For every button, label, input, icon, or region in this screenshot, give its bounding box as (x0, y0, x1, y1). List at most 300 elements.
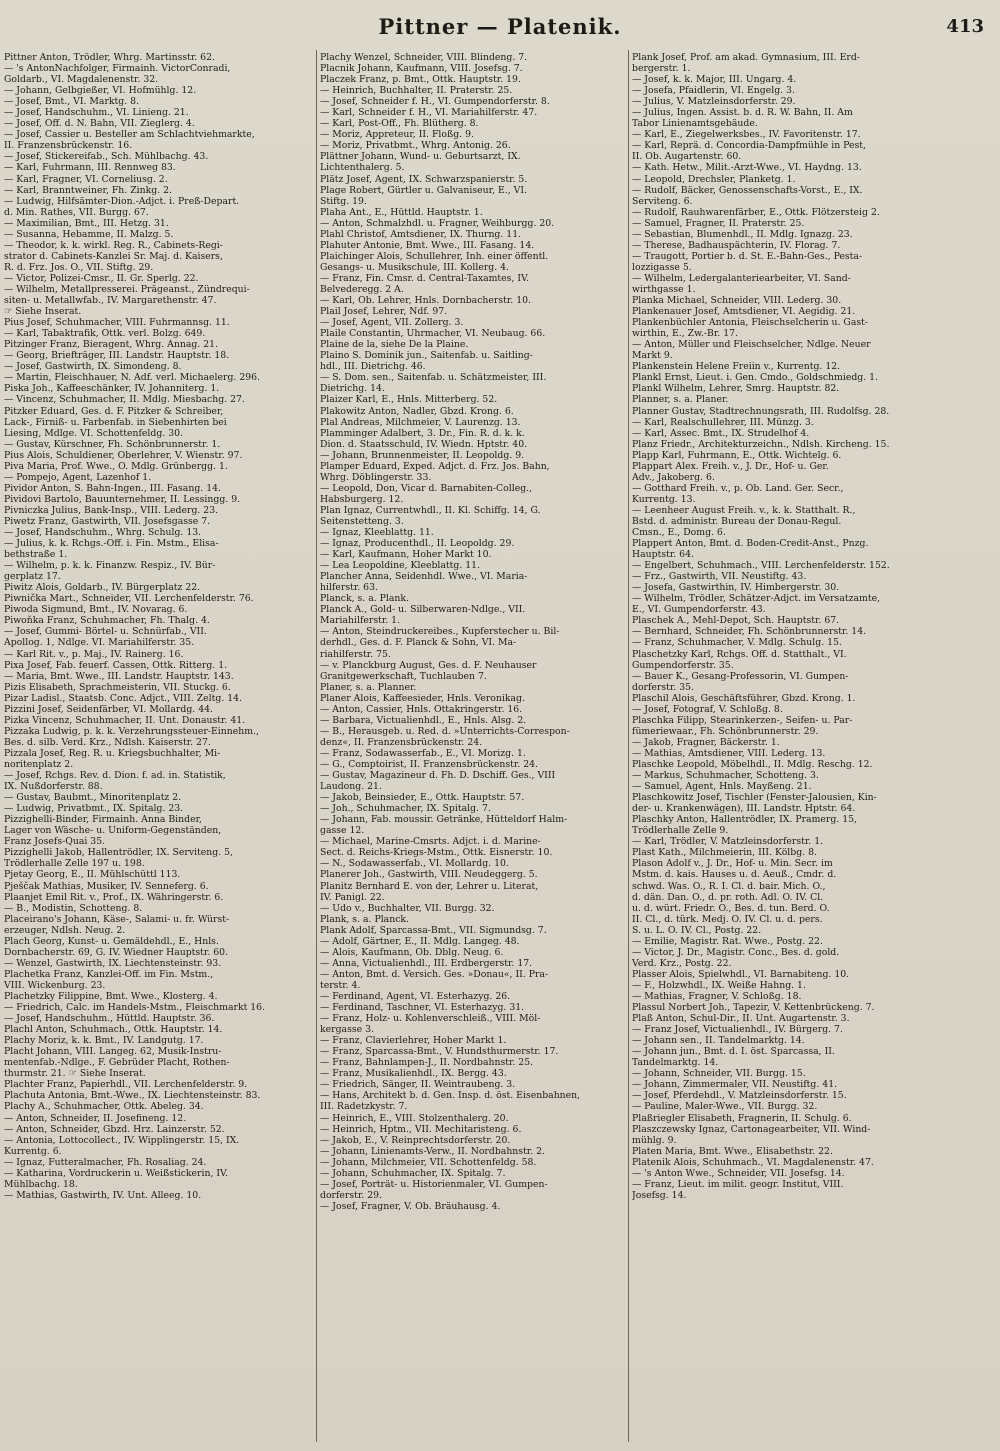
entry-line: Planck, s. a. Plank. (320, 593, 409, 605)
entry-line: Pitzker Eduard, Ges. d. F. Pitzker & Schreiber, (4, 405, 224, 417)
entry-line: Mühlbachg. 18. (4, 1178, 78, 1190)
entry-line: derhdl., Ges. d. F. Planck & Sohn, VI. Ma- (320, 637, 517, 649)
entry-line: Plancher Anna, Seidenhdl. Wwe., VI. Maria- (320, 571, 528, 583)
entry-line: S. u. L. O. IV. Cl., Postg. 22. (632, 924, 762, 936)
entry-line: — Josef, Handschuhm., Whrg. Schulg. 13. (4, 527, 202, 539)
entry-line: — Johann, Linienamts-Verw., II. Nordbahnstr. 2. (320, 1145, 546, 1157)
entry-line: Pizzighelli-Binder, Firmainh. Anna Binder, (4, 814, 202, 826)
entry-line: — Karl, Post-Off., Fh. Blütherg. 8. (320, 118, 479, 130)
entry-line: Pividor Anton, S. Bahn-Ingen., III. Fasang. 14. (4, 482, 221, 494)
entry-line: Mstm. d. kais. Hauses u. d. Aeuß., Cmdr. d. (632, 869, 837, 881)
entry-line: — 's AntonNachfolger, Firmainh. VictorConradi, (4, 63, 231, 75)
entry-line: Plank, s. a. Planck. (320, 913, 409, 925)
entry-line: — 's Anton Wwe., Schneider, VII. Josefsg. 14. (632, 1167, 845, 1179)
entry-line: Plahuter Antonie, Bmt. Wwe., III. Fasang. 14. (320, 239, 535, 251)
entry-line: — Julius, Ingen. Assist. b. d. R. W. Bahn, II. Am (632, 107, 853, 119)
entry-line: Franz Josefs-Quai 35. (4, 836, 106, 848)
entry-line: — F., Holzwhdl., IX. Weiße Hahng. 1. (632, 979, 806, 991)
entry-line: — Heinrich, Hptm., VII. Mechitaristeng. 6. (320, 1123, 522, 1135)
entry-line: Plason Adolf v., J. Dr., Hof- u. Min. Secr. im (632, 858, 833, 870)
entry-line: Pjetay Georg, E., II. Mühlschüttl 113. (4, 869, 181, 881)
entry-line: — Josef, Gummi- Börtel- u. Schnürfab., VII. (4, 626, 207, 638)
entry-line: Dion. d. Staatsschuld, IV. Wiedn. Hptstr. 40. (320, 438, 528, 450)
entry-line: — Anton, Steindruckereibes., Kupferstecher u. Bil- (320, 626, 560, 638)
entry-line: — Julius, V. Matzleinsdorferstr. 29. (632, 96, 796, 108)
entry-line: — Martin, Fleischhauer, N. Adf. verl. Michaelerg. 296. (4, 372, 261, 384)
entry-line: — Georg, Briefträger, III. Landstr. Hauptstr. 18. (4, 350, 230, 362)
entry-line: Pizar Ladisl., Staatsb. Conc. Adjct., VIII. Zeltg. 14. (4, 692, 243, 704)
entry-line: noritenplatz 2. (4, 759, 74, 770)
entry-line: Plaile Constantin, Uhrmacher, VI. Neubaug. 66. (320, 328, 546, 340)
entry-line: — Josefa, Pfaidlerin, VI. Engelg. 3. (632, 85, 795, 97)
entry-line: — Vincenz, Schuhmacher, II. Mdlg. Miesbachg. 27. (4, 394, 245, 406)
entry-line: — Julius, k. k. Rchgs.-Off. i. Fin. Mstm., Elisa- (4, 538, 219, 550)
entry-line: — Gustav, Baubmt., Minoritenplatz 2. (4, 792, 182, 804)
entry-line: — Franz, Schuhmacher, V. Mdlg. Schulg. 15. (632, 637, 842, 649)
entry-line: — Josef, Schneider f. H., VI. Gumpendorferstr. 8. (320, 96, 550, 108)
entry-line: — Sebastian, Blumenhdl., II. Mdlg. Ignazg. 23. (632, 228, 853, 240)
entry-line: — Franz, Sparcassa-Bmt., V. Hundsthurmerstr. 17. (320, 1046, 559, 1058)
page-title: Pittner — Platenik. (378, 14, 622, 39)
entry-line: — Johann, Milchmeier, VII. Schottenfeldg. 58. (320, 1156, 537, 1168)
page-number: 413 (946, 16, 984, 37)
entry-line: Plaschetzky Karl, Rchgs. Off. d. Statthalt., VI. (632, 648, 847, 660)
entry-line: Plätz Josef, Agent, IX. Schwarzspanierstr. 5. (320, 173, 528, 185)
entry-line: Plachetzky Filippine, Bmt. Wwe., Klosterg. 4. (4, 990, 218, 1002)
entry-line: — Friedrich, Sänger, II. Weintraubeng. 3. (320, 1079, 516, 1091)
entry-line: Plamper Eduard, Exped. Adjct. d. Frz. Jos. Bahn, (320, 460, 550, 472)
entry-line: Plaino S. Dominik jun., Saitenfab. u. Saitling- (320, 350, 533, 362)
entry-line: erzeuger, Ndlsh. Neug. 2. (4, 924, 126, 936)
entry-line: Plach Georg, Kunst- u. Gemäldehdl., E., Hnls. (4, 935, 219, 947)
entry-line: Plank Adolf, Sparcassa-Bmt., VII. Sigmundsg. 7. (320, 924, 547, 936)
entry-line: Pješčak Mathias, Musiker, IV. Senneferg. 6. (4, 880, 209, 892)
entry-line: — Franz, Holz- u. Kohlenverschleiß., VIII. Möl- (320, 1013, 541, 1025)
entry-line: Josefsg. 14. (632, 1189, 687, 1201)
entry-line: — Karl, Fuhrmann, III. Rennweg 83. (4, 162, 176, 174)
entry-line: Placnik Johann, Kaufmann, VIII. Josefsg. 7. (320, 63, 523, 75)
entry-line: — Katharina, Vordruckerin u. Weißstickerin, IV. (4, 1167, 229, 1179)
entry-line: III. Radetzkystr. 7. (320, 1101, 408, 1113)
entry-line: — Samuel, Fragner, II. Praterstr. 25. (632, 217, 805, 229)
entry-line: — Victor, J. Dr., Magistr. Conc., Bes. d. gold. (632, 946, 840, 958)
entry-line: — Franz, Clavierlehrer, Hoher Markt 1. (320, 1035, 507, 1047)
entry-line: Plan Ignaz, Currentwhdl., II. Kl. Schiffg. 14, G. (320, 504, 541, 516)
entry-line: — v. Planckburg August, Ges. d. F. Neuhauser (320, 659, 537, 671)
entry-line: — Anton, Schneider, Gbzd. Hrz. Lainzerstr. 52. (4, 1123, 225, 1135)
entry-line: Plachuta Antonia, Bmt.-Wwe., IX. Liechtensteinstr. 83. (4, 1090, 261, 1102)
entry-line: Planerer Joh., Gastwirth, VIII. Neudeggerg. 5. (320, 869, 538, 881)
entry-line: — S. Dom. sen., Saitenfab. u. Schätzmeister, III. (320, 372, 547, 384)
entry-line: Pivniczka Julius, Bank-Insp., VIII. Lederg. 23. (4, 504, 219, 516)
entry-line: — Rudolf, Rauhwarenfärber, E., Ottk. Flötzersteig 2. (632, 206, 880, 218)
entry-line: Whrg. Döblingerstr. 33. (320, 471, 432, 483)
entry-line: — Theodor, k. k. wirkl. Reg. R., Cabinets-Regi- (4, 239, 223, 251)
entry-line: Placeirano's Johann, Käse-, Salami- u. fr. Würst- (4, 913, 230, 925)
entry-line: — Pauline, Maler-Wwe., VII. Burgg. 32. (632, 1101, 818, 1113)
entry-line: — Karl, E., Ziegelwerksbes., IV. Favoritenstr. 17. (632, 129, 861, 141)
entry-line: Pixa Josef, Fab. feuerf. Cassen, Ottk. Ritterg. 1. (4, 659, 228, 671)
entry-line: R. d. Frz. Jos. O., VII. Stiftg. 29. (4, 261, 154, 273)
entry-line: Plachter Franz, Papierhdl., VII. Lerchenfelderstr. 9. (4, 1079, 248, 1091)
entry-line: — Ignaz, Kleeblattg. 11. (320, 527, 434, 539)
entry-line: Dietrichg. 14. (320, 383, 385, 395)
entry-line: Plachy Wenzel, Schneider, VIII. Blindeng. 7. (320, 52, 528, 63)
entry-line: — Johann, Brunnenmeister, II. Leopoldg. 9. (320, 449, 525, 461)
entry-line: Placht Johann, VIII. Langeg. 62, Musik-Instru- (4, 1046, 222, 1058)
entry-line: Pius Alois, Schuldiener, Oberlehrer, V. Wienstr. 97. (4, 449, 243, 461)
column-divider (316, 50, 317, 1442)
entry-line: gasse 12. (320, 825, 365, 837)
entry-line: Plaanjet Emil Rit. v., Prof., IX. Währingerstr. 6. (4, 891, 224, 903)
entry-line: Lichtenthalerg. 5. (320, 162, 405, 174)
entry-line: — Ignaz, Futteralmacher, Fh. Rosaliag. 24. (4, 1156, 207, 1168)
entry-line: — Johann sen., II. Tandelmarktg. 14. (632, 1035, 805, 1047)
entry-line: — Ferdinand, Agent, VI. Esterhazyg. 26. (320, 990, 511, 1002)
entry-line: — Josef, Stickereifab., Sch. Mühlbachg. 43. (4, 151, 209, 163)
entry-line: — Ignaz, Producenthdl., II. Leopoldg. 29. (320, 538, 515, 550)
entry-line: Plamminger Adalbert, 3. Dr., Fin. R. d. k. k. (320, 427, 525, 439)
entry-line: — Ferdinand, Taschner, VI. Esterhazyg. 31. (320, 1002, 525, 1014)
entry-line: Mariahilferstr. 1. (320, 615, 401, 627)
entry-line: Plaschkowitz Josef, Tischler (Fenster-Jalousien, Kin- (632, 792, 877, 804)
entry-line: — Karl Rit. v., p. Maj., IV. Rainerg. 16. (4, 648, 184, 660)
entry-line: Plaschky Anton, Hallentrödler, IX. Pramerg. 15, (632, 814, 857, 826)
entry-line: — Bernhard, Schneider, Fh. Schönbrunnerstr. 14. (632, 626, 867, 638)
entry-line: Hauptstr. 64. (632, 549, 694, 561)
entry-line: Trödlerhalle Zelle 9. (632, 825, 729, 837)
entry-line: — Johann, Zimmermaler, VII. Neustiftg. 41. (632, 1079, 838, 1091)
entry-line: Plaschka Filipp, Stearinkerzen-, Seifen- u. Par- (632, 714, 853, 726)
entry-line: — Mathias, Amtsdiener, VIII. Lederg. 13. (632, 747, 826, 759)
entry-line: — Karl, Tabaktrafik, Ottk. verl. Bolzg. 649. (4, 328, 206, 340)
column-divider (628, 50, 629, 1442)
entry-line: — Moriz, Privatbmt., Whrg. Antonig. 26. (320, 140, 511, 152)
entry-line: Serviteng. 6. (632, 195, 693, 207)
entry-line: Tabor Linienamtsgebäude. (632, 118, 758, 130)
entry-line: IV. Panigl. 22. (320, 891, 385, 903)
entry-line: Plappart Alex. Freih. v., J. Dr., Hof- u. Ger. (632, 460, 829, 472)
entry-line: — Susanna, Hebamme, II. Malzg. 5. (4, 228, 174, 240)
entry-line: Planitz Bernhard E. von der, Lehrer u. Literat, (320, 880, 539, 892)
entry-line: wirthgasse 1. (632, 283, 696, 295)
entry-line: — Frz., Gastwirth, VII. Neustiftg. 43. (632, 571, 807, 583)
entry-line: wirthin, E., Zw.-Br. 17. (632, 328, 738, 340)
entry-line: Plal Andreas, Milchmeier, V. Laurenzg. 13. (320, 416, 521, 428)
entry-line: Plankl Wilhelm, Lehrer, Smrg. Hauptstr. 82. (632, 383, 840, 395)
entry-line: — Wilhelm, p. k. k. Finanzw. Respiz., IV. Bür- (4, 560, 216, 572)
entry-line: — Franz, Fin. Cmsr. d. Central-Taxamtes, IV. (320, 272, 530, 284)
entry-line: Plaichinger Alois, Schullehrer, Inh. einer öffentl. (320, 250, 549, 262)
entry-line: — Heinrich, E., VIII. Stolzenthalerg. 20. (320, 1112, 509, 1124)
entry-line: — Rudolf, Bäcker, Genossenschafts-Vorst., E., IX. (632, 184, 863, 196)
entry-line: Plage Robert, Gürtler u. Galvaniseur, E., VI. (320, 184, 527, 196)
entry-line: — Leenheer August Freih. v., k. k. Statthalt. R., (632, 504, 856, 516)
entry-line: — Franz, Bahnlampen-J., II. Nordbahnstr. 25. (320, 1057, 534, 1069)
entry-line: Planck A., Gold- u. Silberwaren-Ndlge., VII. (320, 604, 526, 616)
entry-line: Plaschke Leopold, Möbelhdl., II. Mdlg. Reschg. 12. (632, 759, 873, 770)
entry-line: IX. Nußdorferstr. 88. (4, 781, 103, 793)
entry-line: Piwoda Sigmund, Bmt., IV. Novarag. 6. (4, 604, 188, 616)
entry-line: Lager von Wäsche- u. Uniform-Gegenständen, (4, 825, 222, 837)
entry-line: — Johann jun., Bmt. d. I. öst. Sparcassa, II. (632, 1046, 835, 1058)
entry-line: Granitgewerkschaft, Tuchlauben 7. (320, 670, 487, 682)
entry-line: — Karl, Reprä. d. Concordia-Dampfmühle in Pest, (632, 140, 866, 152)
entry-line: Plachetka Franz, Kanzlei-Off. im Fin. Mstm., (4, 968, 214, 980)
entry-line: — Barbara, Victualienhdl., E., Hnls. Alsg. 2. (320, 714, 527, 726)
entry-line: Pius Josef, Schuhmacher, VIII. Fuhrmannsg. 11. (4, 317, 230, 329)
entry-line: Dornbacherstr. 69, G. IV. Wiedner Hauptstr. 60. (4, 946, 229, 958)
entry-line: — Franz, Lieut. im milit. geogr. Institut, VIII. (632, 1178, 844, 1190)
entry-line: — Anton, Schmalzhdl. u. Fragner, Weihburgg. 20. (320, 217, 555, 229)
entry-line: — Markus, Schuhmacher, Schotteng. 3. (632, 770, 819, 782)
entry-line: — Franz, Musikalienhdl., IX. Bergg. 43. (320, 1068, 507, 1080)
entry-line: Pizzini Josef, Seidenfärber, VI. Mollardg. 44. (4, 703, 213, 715)
entry-line: riahilferstr. 75. (320, 648, 391, 660)
entry-line: — Bauer K., Gesang-Professorin, VI. Gumpen- (632, 670, 849, 682)
entry-line: Piwitz Alois, Goldarb., IV. Bürgerplatz 22. (4, 582, 201, 594)
entry-line: Pizzaka Ludwig, p. k. k. Verzehrungssteuer-Einnehm., (4, 725, 259, 737)
entry-line: Plasser Alois, Spielwhdl., VI. Barnabiteng. 10. (632, 968, 850, 980)
entry-line: Plakowitz Anton, Nadler, Gbzd. Krong. 6. (320, 405, 514, 417)
entry-line: — Jakob, Fragner, Bäckerstr. 1. (632, 736, 780, 748)
entry-line: — Moriz, Appreteur, II. Floßg. 9. (320, 129, 474, 141)
entry-line: Plachy A., Schuhmacher, Ottk. Abeleg. 34. (4, 1101, 204, 1113)
entry-line: — Josef, Pferdehdl., V. Matzleinsdorferstr. 15. (632, 1090, 847, 1102)
entry-line: — Traugott, Portier b. d. St. E.-Bahn-Ges., Pesta- (632, 250, 863, 262)
entry-line: — Josefa, Gastwirthin, IV. Himbergerstr. 30. (632, 582, 840, 594)
entry-line: Adv., Jakoberg. 6. (632, 471, 715, 483)
entry-line: — Josef, Porträt- u. Historienmaler, VI. Gumpen- (320, 1178, 548, 1190)
entry-line: — Therese, Badhauspächterin, IV. Florag. 7. (632, 239, 841, 251)
entry-line: Tandelmarktg. 14. (632, 1057, 719, 1069)
entry-line: — Josef, Fotograf, V. Schloßg. 8. (632, 703, 783, 715)
entry-line: der- u. Krankenwägen), III. Landstr. Hptstr. 64. (632, 803, 856, 815)
entry-line: Plapp Karl, Fuhrmann, E., Ottk. Wichtelg. 6. (632, 449, 842, 461)
entry-line: II. Cl., d. türk. Medj. O. IV. Cl. u. d. pers. (632, 913, 823, 925)
entry-line: gerplatz 17. (4, 571, 61, 583)
entry-line: — Josef, Off. d. N. Bahn, VII. Zieglerg. 4. (4, 118, 195, 130)
entry-line: — Friedrich, Calc. im Handels-Mstm., Fleischmarkt 16. (4, 1002, 266, 1014)
entry-line: — Josef, Gastwirth, IX. Simondeng. 8. (4, 361, 182, 373)
entry-line: — Engelbert, Schuhmach., VIII. Lerchenfelderstr. 152. (632, 560, 890, 572)
entry-line: — Josef, Cassier u. Besteller am Schlachtviehmarkte, (4, 129, 255, 141)
entry-line: denz«, II. Franzensbrückenstr. 24. (320, 736, 483, 748)
entry-line: — Johann, Schneider, VII. Burgg. 15. (632, 1068, 806, 1080)
entry-line: — Josef, Fragner, V. Ob. Bräuhausg. 4. (320, 1200, 501, 1212)
entry-line: — Anton, Cassier, Hnls. Ottakringerstr. 16. (320, 703, 523, 715)
entry-line: Sect. d. Reichs-Kriegs-Mstm., Ottk. Eisnerstr. 10. (320, 847, 553, 859)
entry-line: Planz Friedr., Architekturzeichn., Ndlsh. Kircheng. 15. (632, 438, 890, 450)
entry-line: — Karl, Ob. Lehrer, Hnls. Dornbacherstr. 10. (320, 295, 531, 307)
entry-line: Trödlerhalle Zelle 197 u. 198. (4, 858, 145, 870)
entry-line: Bes. d. silb. Verd. Krz., Ndlsh. Kaiserstr. 27. (4, 736, 211, 748)
entry-line: Planer, s. a. Planner. (320, 681, 417, 693)
entry-line: — Leopold, Don, Vicar d. Barnabiten-Colleg., (320, 482, 533, 494)
entry-line: Pizzighelli Jakob, Hallentrödler, IX. Serviteng. 5, (4, 847, 233, 859)
entry-line: Gumpendorferstr. 35. (632, 659, 734, 671)
entry-line: — Anna, Victualienhdl., III. Erdbergerstr. 17. (320, 957, 533, 969)
entry-line: Pitzinger Franz, Bieragent, Whrg. Annag. 21. (4, 339, 219, 351)
entry-line: Planka Michael, Schneider, VIII. Lederg. 30. (632, 295, 842, 307)
entry-line: — Samuel, Agent, Hnls. Mayßeng. 21. (632, 781, 812, 793)
entry-line: — Jakob, E., V. Reinprechtsdorferstr. 20. (320, 1134, 511, 1146)
entry-line: — Wenzel, Gastwirth, IX. Liechtensteinstr. 93. (4, 957, 222, 969)
entry-line: Liesing, Mdlge. VI. Schottenfeldg. 30. (4, 427, 183, 439)
entry-line: Plassul Norbert Joh., Tapezir, V. Kettenbrückeng. 7. (632, 1002, 875, 1014)
entry-line: — Kath. Hetw., Milit.-Arzt-Wwe., VI. Haydng. 13. (632, 162, 862, 174)
page-header (0, 10, 1000, 44)
entry-line: Belvederegg. 2 A. (320, 283, 404, 295)
entry-line: — Adolf, Gärtner, E., II. Mdlg. Langeg. 48. (320, 935, 520, 947)
entry-line: — B., Modistin, Schotteng. 8. (4, 902, 143, 914)
entry-line: Laudong. 21. (320, 781, 382, 793)
entry-line: Piska Joh., Kaffeeschänker, IV. Johanniterg. 1. (4, 383, 220, 395)
entry-line: — Michael, Marine-Cmsrts. Adjct. i. d. Marine- (320, 836, 541, 848)
entry-line: — Ludwig, Hilfsämter-Dion.-Adjct. i. Preß-Depart. (4, 195, 240, 207)
entry-line: terstr. 4. (320, 979, 361, 991)
entry-line: Planer Alois, Kaffeesieder, Hnls. Veronikag. (320, 692, 525, 704)
entry-line: dorferstr. 35. (632, 681, 695, 693)
entry-line: — Udo v., Buchhalter, VII. Burgg. 32. (320, 902, 495, 914)
entry-line: schwd. Was. O., R. I. Cl. d. bair. Mich. O., (632, 880, 826, 892)
entry-line: — Josef, Bmt., VI. Marktg. 8. (4, 96, 140, 108)
entry-line: Kurrentg. 13. (632, 493, 696, 505)
entry-line: Pizis Elisabeth, Sprachmeisterin, VII. Stuckg. 6. (4, 681, 231, 693)
entry-line: hdl., III. Dietrichg. 46. (320, 361, 426, 373)
entry-line: — Maria, Bmt. Wwe., III. Landstr. Hauptstr. 143. (4, 670, 234, 682)
entry-line: thurmstr. 21. ☞ Siehe Inserat. (4, 1068, 146, 1080)
entry-line: — Josef, Handschuhm., VI. Linieng. 21. (4, 107, 189, 119)
entry-line: hilferstr. 63. (320, 582, 378, 594)
entry-line: — Karl, Kaufmann, Hoher Markt 10. (320, 549, 492, 561)
entry-line: Platen Maria, Bmt. Wwe., Elisabethstr. 22. (632, 1145, 833, 1157)
entry-line: Habsburgerg. 12. (320, 493, 404, 505)
entry-line: Verd. Krz., Postg. 22. (632, 957, 732, 969)
entry-line: — Wilhelm, Trödler, Schätzer-Adjct. im Versatzamte, (632, 593, 881, 605)
entry-line: Plankenstein Helene Freiin v., Kurrentg. 12. (632, 361, 841, 373)
entry-line: — Anton, Schneider, II. Josefineng. 12. (4, 1112, 187, 1124)
entry-line: Plast Kath., Milchmeierin, III. Kölbg. 8. (632, 847, 817, 859)
entry-line: Stiftg. 19. (320, 195, 367, 207)
entry-line: — N., Sodawasserfab., VI. Mollardg. 10. (320, 858, 509, 870)
entry-line: — Johann, Fab. moussir. Getränke, Hütteldorf Halm- (320, 814, 568, 826)
entry-line: — B., Herausgeb. u. Red. d. »Unterrichts-Correspon- (320, 725, 570, 737)
entry-line: strator d. Cabinets-Kanzlei Sr. Maj. d. Kaisers, (4, 250, 223, 262)
entry-line: — Antonia, Lottocollect., IV. Wipplingerstr. 15, IX. (4, 1134, 240, 1146)
entry-line: Apollog. 1, Ndlge. VI. Mariahilferstr. 35. (4, 637, 195, 649)
entry-line: — Johann, Gelbgießer, VI. Hofmühlg. 12. (4, 85, 197, 97)
entry-line: — Josef, Agent, VII. Zollerg. 3. (320, 317, 464, 329)
entry-line: Markt 9. (632, 350, 673, 362)
entry-line: Plappert Anton, Bmt. d. Boden-Credit-Anst., Pnzg. (632, 538, 869, 550)
entry-line: lozzigasse 5. (632, 261, 692, 273)
entry-line: Platenik Alois, Schuhmach., VI. Magdalenenstr. 47. (632, 1156, 874, 1168)
entry-line: Plankl Ernst, Lieut. i. Gen. Cmdo., Goldschmiedg. 1. (632, 372, 879, 384)
entry-line: — Jakob, Beinsieder, E., Ottk. Hauptstr. 57. (320, 792, 525, 804)
entry-line: — Wilhelm, Metallpresserei. Prägeanst., Zündrequi- (4, 283, 250, 295)
entry-line: Planner, s. a. Planer. (632, 394, 729, 406)
entry-line: Piwetz Franz, Gastwirth, VII. Josefsgasse 7. (4, 515, 211, 527)
entry-line: bergerstr. 1. (632, 63, 691, 75)
entry-line: — Josef, k. k. Major, III. Ungarg. 4. (632, 74, 797, 86)
column-left (4, 52, 312, 1444)
entry-line: Kurrentg. 6. (4, 1145, 62, 1157)
entry-line: — G., Comptoirist, II. Franzensbrückenstr. 24. (320, 759, 539, 770)
entry-line: Pividovi Bartolo, Bauunternehmer, II. Lessingg. 9. (4, 493, 241, 505)
entry-line: Piva Maria, Prof. Wwe., O. Mdlg. Grünbergg. 1. (4, 460, 228, 472)
entry-line: Piwnička Mart., Schneider, VII. Lerchenfelderstr. 76. (4, 593, 254, 605)
entry-line: Plail Josef, Lehrer, Ndf. 97. (320, 306, 448, 318)
entry-line: Plank Josef, Prof. am akad. Gymnasium, III. Erd- (632, 52, 860, 63)
entry-line: Lack-, Firniß- u. Farbenfab. in Siebenhirten bei (4, 416, 227, 428)
entry-line: — Karl, Branntweiner, Fh. Zinkg. 2. (4, 184, 172, 196)
entry-line: — Mathias, Gastwirth, IV. Unt. Alleeg. 10. (4, 1189, 202, 1201)
entry-line: II. Franzensbrückenstr. 16. (4, 140, 133, 152)
entry-line: Plaßriegler Elisabeth, Fragnerin, II. Schulg. 6. (632, 1112, 852, 1124)
entry-line: Plaha Ant., E., Hüttld. Hauptstr. 1. (320, 206, 483, 218)
entry-line: — Anton, Müller und Fleischselcher, Ndlge. Neuer (632, 339, 871, 351)
entry-line: d. Min. Rathes, VII. Burgg. 67. (4, 206, 149, 218)
entry-line: fümeriewaar., Fh. Schönbrunnerstr. 29. (632, 725, 819, 737)
entry-line: Plankenauer Josef, Amtsdiener, VI. Aegidig. 21. (632, 306, 856, 318)
entry-line: Plaschek A., Mehl-Depot, Sch. Hauptstr. 67. (632, 615, 840, 627)
column-right (632, 52, 994, 1444)
entry-line: — Ludwig, Privatbmt., IX. Spitalg. 23. (4, 803, 184, 815)
entry-line: — Karl, Schneider f. H., VI. Mariahilferstr. 47. (320, 107, 538, 119)
entry-line: dorferstr. 29. (320, 1189, 383, 1201)
column-middle (320, 52, 622, 1444)
entry-line: Plaizer Karl, E., Hnls. Mitterberg. 52. (320, 394, 498, 406)
entry-line: Plachl Anton, Schuhmach., Ottk. Hauptstr. 14. (4, 1024, 223, 1036)
entry-line: — Karl, Realschullehrer, III. Münzg. 3. (632, 416, 814, 428)
entry-line: — Pompejo, Agent, Lazenhof 1. (4, 471, 152, 483)
entry-line: — Hans, Architekt b. d. Gen. Insp. d. öst. Eisenbahnen, (320, 1090, 581, 1102)
entry-line: — Karl, Assec. Bmt., IX. Strudelhof 4. (632, 427, 810, 439)
entry-line: — Wilhelm, Ledergalanteriearbeiter, VI. Sand- (632, 272, 851, 284)
entry-line: Plankenbüchler Antonia, Fleischselcherin u. Gast- (632, 317, 869, 329)
entry-line: — Alois, Kaufmann, Ob. Dblg. Neug. 6. (320, 946, 504, 958)
entry-line: Gesangs- u. Musikschule, III. Kollerg. 4. (320, 261, 510, 273)
entry-line: — Lea Leopoldine, Kleeblattg. 11. (320, 560, 481, 572)
entry-line: — Maximilian, Bmt., III. Hetzg. 31. (4, 217, 169, 229)
entry-line: — Josef, Rchgs. Rev. d. Dion. f. ad. in. Statistik, (4, 770, 226, 782)
entry-line: Planner Gustav, Stadtrechnungsrath, III. Rudolfsg. 28. (632, 405, 890, 417)
entry-line: — Josef, Handschuhm., Hüttld. Hauptstr. 36. (4, 1013, 215, 1025)
entry-line: Pittner Anton, Trödler, Whrg. Martinsstr. 62. (4, 52, 215, 63)
entry-line: Goldarb., VI. Magdalenenstr. 32. (4, 74, 159, 86)
entry-line: ☞ Siehe Inserat. (4, 306, 82, 318)
entry-line: mühlg. 9. (632, 1134, 677, 1146)
entry-line: — Leopold, Drechsler, Planketg. 1. (632, 173, 796, 185)
entry-line: Plättner Johann, Wund- u. Geburtsarzt, IX. (320, 151, 521, 163)
entry-line: Pizka Vincenz, Schuhmacher, II. Unt. Donaustr. 41. (4, 714, 246, 726)
entry-line: — Mathias, Fragner, V. Schloßg. 18. (632, 990, 802, 1002)
entry-line: Plaine de la, siehe De la Plaine. (320, 339, 469, 351)
entry-line: — Karl, Fragner, VI. Corneliusg. 2. (4, 173, 168, 185)
entry-line: Plahl Christof, Amtsdiener, IX. Thurng. 11. (320, 228, 522, 240)
entry-line: — Joh., Schuhmacher, IX. Spitalg. 7. (320, 803, 491, 815)
entry-line: Plaschil Alois, Geschäftsführer, Gbzd. Krong. 1. (632, 692, 856, 704)
entry-line: bethstraße 1. (4, 549, 68, 561)
entry-line: II. Ob. Augartenstr. 60. (632, 151, 742, 163)
entry-line: — Franz, Sodawasserfab., E., VI. Morizg. 1. (320, 747, 526, 759)
entry-line: u. d. würt. Friedr. O., Bes. d. tun. Berd. O. (632, 902, 830, 914)
entry-line: kergasse 3. (320, 1024, 374, 1036)
entry-line: — Gustav, Magazineur d. Fh. D. Dschiff. Ges., VIII (320, 770, 556, 782)
entry-line: mentenfab.-Ndlge., F. Gebrüder Placht, Rothen- (4, 1057, 230, 1069)
entry-line: d. dän. Dan. O., d. pr. roth. Adl. O. IV. Cl. (632, 891, 824, 903)
